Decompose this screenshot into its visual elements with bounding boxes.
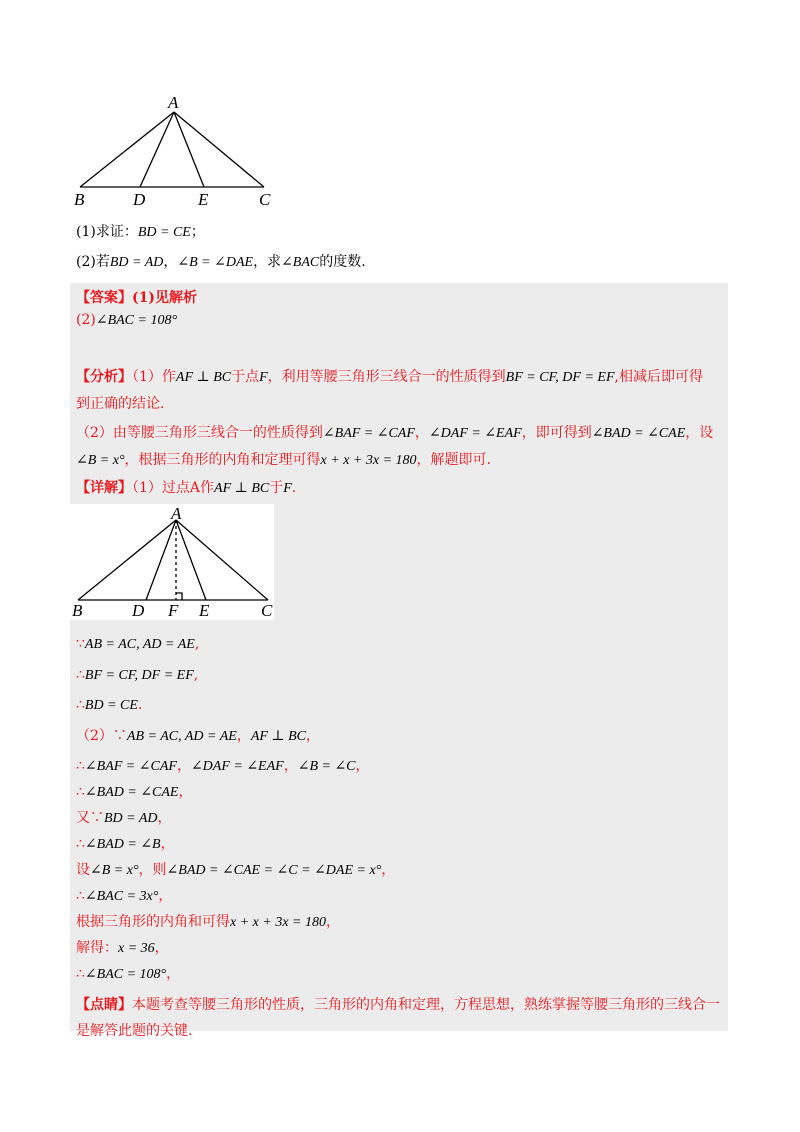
proof2-step-3: ∴∠BAD = ∠CAE， bbox=[76, 784, 193, 800]
proof-step-3: ∴BD = CE. bbox=[76, 697, 143, 713]
vertex-label-f-2: F bbox=[168, 601, 179, 620]
proof2-step-4: 又∵BD = AD， bbox=[76, 810, 172, 826]
analysis-paragraph-2: （2）由等腰三角形三线合一的性质得到∠BAF = ∠CAF，∠DAF = ∠EAF，即可得到∠BAD = ∠CAE，设 ∠B = x°，根据三角形的内角和定理可得x + x + 3x = 180，解题即可. bbox=[76, 425, 714, 468]
proof-step-1: ∵AB = AC, AD = AE, bbox=[76, 636, 200, 652]
proof2-step-10: ∴∠BAC = 108°， bbox=[76, 966, 181, 982]
vertex-label-c: C bbox=[259, 190, 271, 209]
figure-triangle-1 bbox=[68, 92, 288, 212]
proof2-step-2: ∴∠BAF = ∠CAF，∠DAF = ∠EAF，∠B = ∠C， bbox=[76, 758, 370, 774]
vertex-label-d-2: D bbox=[132, 601, 145, 620]
answer-line-1: 【答案】(1)见解析 bbox=[76, 290, 197, 306]
vertex-label-d: D bbox=[133, 190, 146, 209]
vertex-label-a: A bbox=[168, 93, 179, 112]
vertex-label-e: E bbox=[198, 190, 209, 209]
proof2-step-7: ∴∠BAC = 3x°， bbox=[76, 888, 173, 904]
figure-triangle-2 bbox=[70, 504, 274, 620]
proof2-step-6: 设∠B = x°，则∠BAD = ∠CAE = ∠C = ∠DAE = x°， bbox=[76, 862, 396, 878]
comment-paragraph: 【点睛】本题考查等腰三角形的性质，三角形的内角和定理，方程思想，熟练掌握等腰三角形的三线合一是解答此题的关键. bbox=[76, 997, 720, 1039]
vertex-label-e-2: E bbox=[199, 601, 210, 620]
vertex-label-c-2: C bbox=[261, 601, 273, 620]
vertex-label-b: B bbox=[74, 190, 85, 209]
proof2-step-1: （2）∵AB = AC, AD = AE，AF ⊥ BC， bbox=[76, 728, 320, 744]
proof2-step-9: 解得：x = 36， bbox=[76, 940, 169, 956]
answer-line-2: (2)∠BAC = 108° bbox=[76, 312, 178, 328]
detail-intro: 【详解】（1）过点A作AF ⊥ BC于F. bbox=[76, 480, 297, 496]
vertex-label-a-2: A bbox=[171, 504, 182, 523]
proof2-step-5: ∴∠BAD = ∠B， bbox=[76, 836, 175, 852]
proof2-step-8: 根据三角形的内角和可得x + x + 3x = 180， bbox=[76, 914, 340, 930]
question-2: (2)若BD = AD，∠B = ∠DAE，求∠BAC的度数. bbox=[76, 254, 366, 270]
question-1: (1)求证：BD = CE； bbox=[76, 224, 205, 240]
proof-step-2: ∴BF = CF, DF = EF, bbox=[76, 667, 199, 683]
analysis-paragraph-1: 【分析】（1）作AF ⊥ BC于点F，利用等腰三角形三线合一的性质得到BF = CF, DF = EF,相减后即可得 到正确的结论. bbox=[76, 369, 703, 412]
vertex-label-b-2: B bbox=[72, 601, 83, 620]
